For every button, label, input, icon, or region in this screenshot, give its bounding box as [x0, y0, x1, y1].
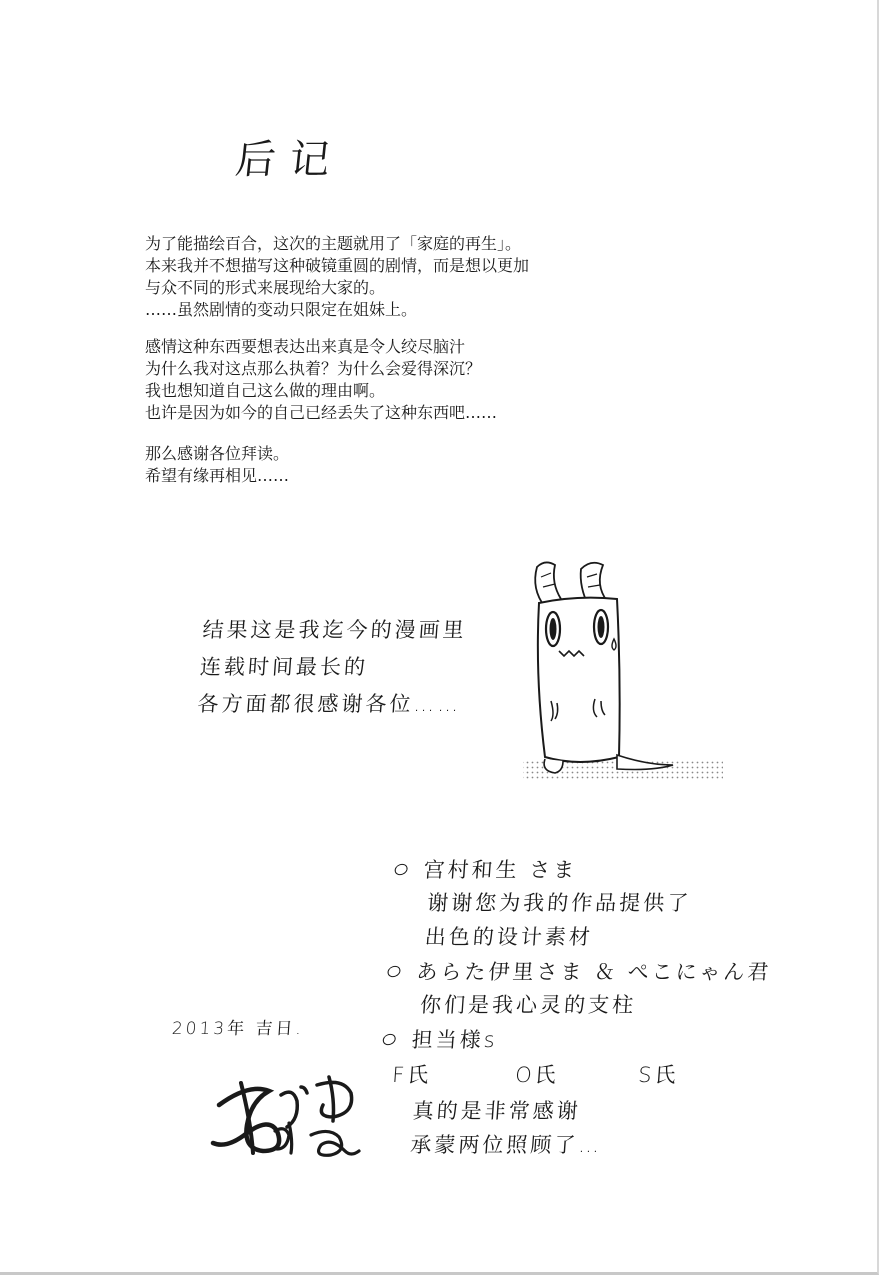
staff-name: S氏	[637, 1063, 680, 1087]
credit-text: 真的是非常感谢	[411, 1099, 582, 1123]
circle-bullet-icon	[386, 964, 402, 979]
text-line: 也许是因为如今的自己已经丢失了这种东西吧……	[145, 403, 498, 422]
credits-list	[374, 852, 780, 1162]
author-signature	[205, 1065, 375, 1165]
text-line: 那么感谢各位拜读。	[145, 444, 290, 463]
circle-bullet-icon	[393, 862, 409, 877]
text-line: 我也想知道自己这么做的理由啊。	[145, 381, 386, 400]
text-line: ……虽然剧情的变动只限定在姐妹上。	[145, 300, 418, 319]
credit-name: 担当様s	[410, 1028, 499, 1052]
note-line: 各方面都很感谢各位……	[196, 692, 463, 716]
credit-text: 出色的设计素材	[424, 925, 594, 949]
text-line: 与众不同的形式来展现给大家的。	[145, 278, 386, 297]
staff-name: O氏	[514, 1063, 560, 1087]
text-line: 希望有缘再相见……	[145, 466, 290, 485]
credit-entry	[382, 1022, 768, 1056]
staff-list	[379, 1056, 766, 1094]
credit-name: 宫村和生 さま	[422, 858, 579, 882]
mascot-creature-icon	[515, 555, 725, 795]
paragraph-closing	[145, 443, 289, 487]
page-title: 后记	[233, 137, 347, 183]
credit-text: 谢谢您为我的作品提供了	[426, 891, 693, 915]
text-line: 为什么我对这点那么执着？为什么会爱得深沉？	[145, 359, 482, 378]
date-text: 2013年 吉日.	[171, 1019, 305, 1039]
circle-bullet-icon	[381, 1032, 397, 1047]
text-line: 感情这种东西要想表达出来真是令人绞尽脑汁	[145, 337, 466, 356]
staff-name: F氏	[391, 1063, 433, 1087]
credit-text: 你们是我心灵的支柱	[419, 993, 637, 1017]
credit-name: あらた伊里さま ＆ ぺこにゃん君	[415, 960, 773, 984]
text-line: 为了能描绘百合，这次的主题就用了「家庭的再生」。	[145, 234, 522, 253]
note-line: 结果这是我迄今的漫画里	[201, 618, 468, 642]
credit-entry	[393, 852, 779, 886]
handwritten-note	[196, 612, 468, 723]
note-line: 连载时间最长的	[199, 655, 369, 679]
paragraph-feelings	[145, 336, 497, 424]
credit-entry	[386, 954, 772, 988]
paragraph-intro	[145, 233, 529, 321]
text-line: 本来我并不想描写这种破镜重圆的剧情，而是想以更加	[145, 256, 530, 275]
credit-text: 承蒙两位照顾了…	[409, 1133, 604, 1157]
